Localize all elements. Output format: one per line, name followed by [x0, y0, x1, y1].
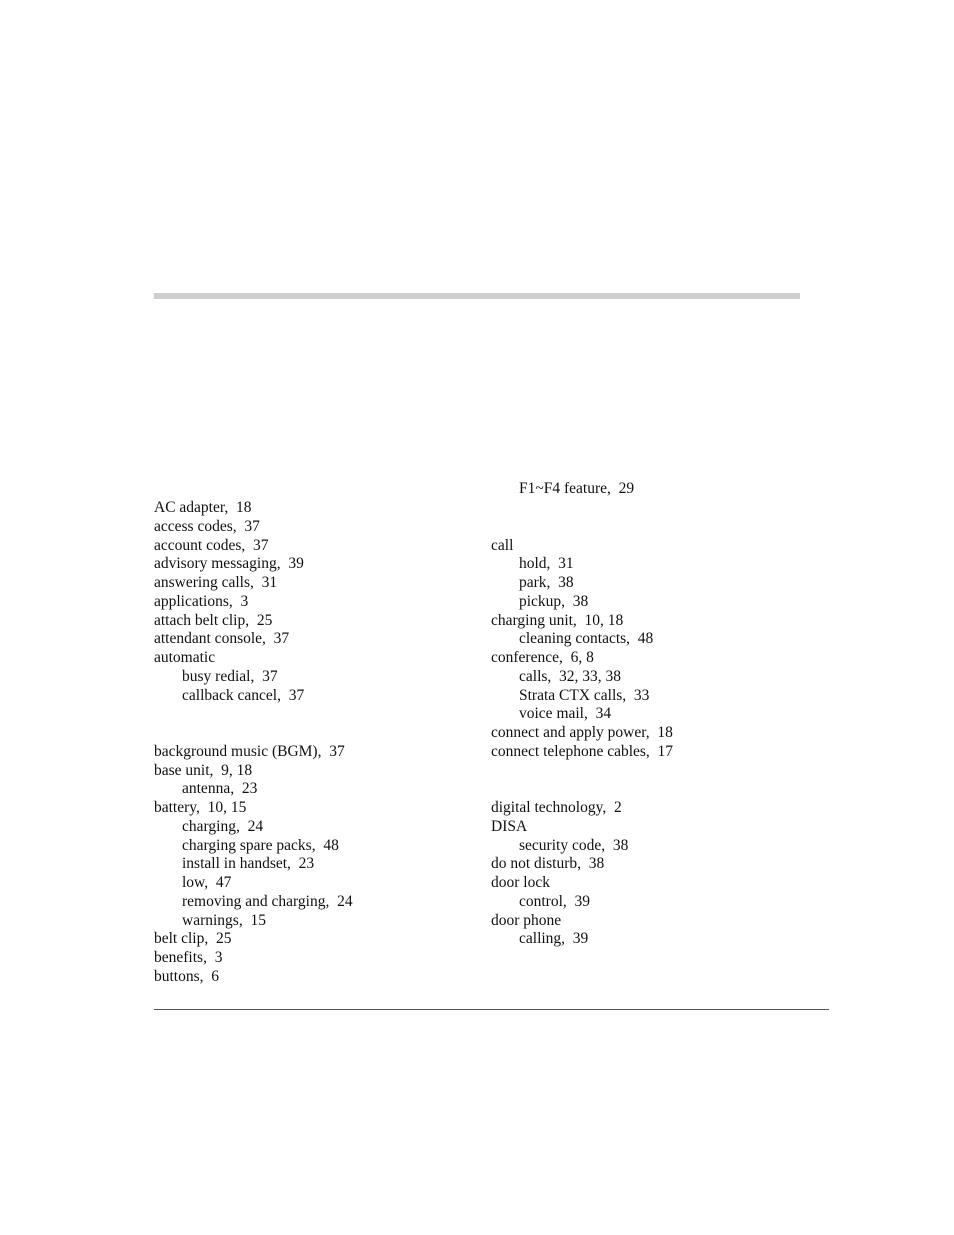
index-entry: attendant console, 37	[154, 630, 290, 648]
index-subentry: charging, 24	[182, 817, 264, 835]
index-subentry: voice mail, 34	[519, 705, 612, 723]
index-entry: charging unit, 10, 18	[491, 611, 624, 629]
index-subentry: security code, 38	[519, 836, 629, 854]
index-entry: DISA	[491, 817, 528, 835]
index-subentry: calls, 32, 33, 38	[519, 667, 622, 685]
header-rule	[154, 293, 800, 299]
index-entry: connect telephone cables, 17	[491, 742, 674, 760]
index-entry: benefits, 3	[154, 949, 223, 966]
index-entry: connect and apply power, 18	[491, 724, 673, 741]
index-entry: belt clip, 25	[154, 930, 232, 948]
index-entry: answering calls, 31	[154, 574, 278, 591]
index-subentry: control, 39	[519, 892, 591, 910]
index-entry: conference, 6, 8	[491, 649, 594, 666]
index-entry: account codes, 37	[154, 536, 269, 554]
index-subentry: F1~F4 feature, 29	[519, 480, 635, 498]
index-subentry: Strata CTX calls, 33	[519, 686, 650, 704]
index-subentry: removing and charging, 24	[182, 892, 353, 910]
index-entry: battery, 10, 15	[154, 799, 247, 816]
index-entry: buttons, 6	[154, 967, 220, 985]
index-subentry: pickup, 38	[519, 592, 589, 610]
index-entry: AC adapter, 18	[154, 499, 252, 516]
index-entry: door lock	[491, 874, 550, 891]
index-subentry: busy redial, 37	[182, 667, 278, 685]
index-subentry: park, 38	[519, 574, 574, 591]
index-subentry: callback cancel, 37	[182, 686, 305, 704]
index-subentry: low, 47	[182, 874, 232, 891]
index-subentry: hold, 31	[519, 555, 574, 573]
index-entry: do not disturb, 38	[491, 855, 605, 873]
index-entry: advisory messaging, 39	[154, 555, 304, 573]
footer-rule	[154, 1009, 829, 1010]
index-subentry: cleaning contacts, 48	[519, 630, 654, 648]
index-entry: base unit, 9, 18	[154, 761, 253, 779]
index-subentry: install in handset, 23	[182, 855, 315, 873]
index-entry: call	[491, 536, 514, 554]
index-entry: applications, 3	[154, 592, 249, 610]
index-subentry: calling, 39	[519, 930, 589, 948]
index-entry: door phone	[491, 911, 562, 929]
index-entry: access codes, 37	[154, 517, 260, 535]
index-entry: background music (BGM), 37	[154, 742, 345, 760]
index-subentry: warnings, 15	[182, 911, 266, 929]
index-entry: automatic	[154, 649, 216, 666]
index-entry: digital technology, 2	[491, 799, 622, 816]
index-entry: attach belt clip, 25	[154, 611, 273, 629]
index-subentry: antenna, 23	[182, 780, 258, 798]
index-subentry: charging spare packs, 48	[182, 836, 339, 854]
